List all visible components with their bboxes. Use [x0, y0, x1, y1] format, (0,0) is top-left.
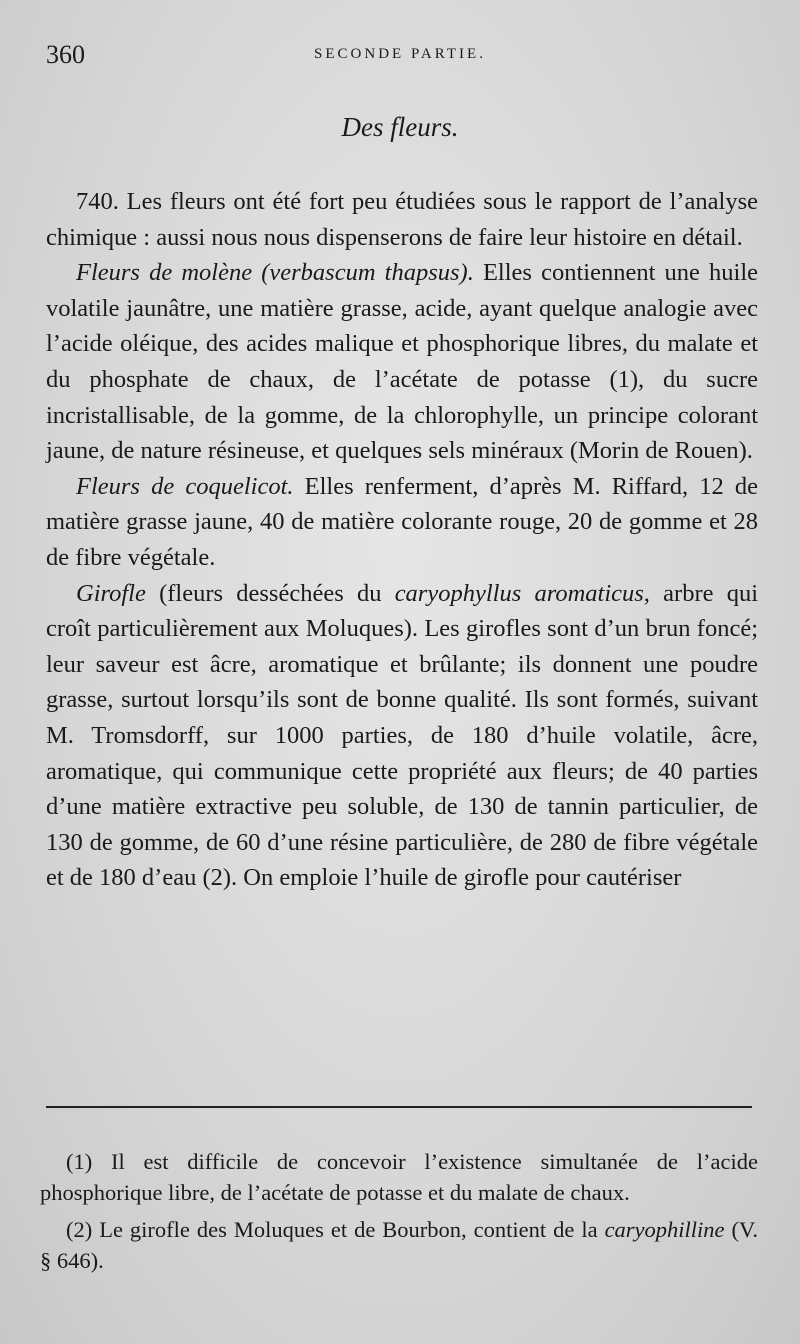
paragraph-molene-title: Fleurs de molène (verbascum thapsus).: [76, 259, 474, 287]
paragraph-girofle-species: caryophyllus aromaticus,: [394, 579, 650, 607]
footnote-2-text-b: (V. § 646).: [40, 1217, 758, 1273]
paragraph-girofle: [46, 576, 758, 896]
paragraph-girofle-title: Girofle: [76, 579, 146, 607]
footnotes: [40, 1146, 758, 1282]
body-text: [46, 184, 758, 896]
footnote-rule: [46, 1106, 752, 1108]
footnote-2-term: caryophilline: [604, 1217, 725, 1242]
paragraph-girofle-text-a: (fleurs desséchées du: [145, 579, 395, 607]
paragraph-740: 740. Les fleurs ont été fort peu étudiées sous le rapport de l’analyse chimique : aussi nous nous dispenserons de faire leur histoire en détail.: [46, 188, 758, 251]
paragraph-girofle-text-b: arbre qui croît particulièrement aux Moluques). Les girofles sont d’un brun foncé; leur saveur est âcre, aromatique et brûlante; ils donnent une poudre grasse, surtout lorsqu’ils sont de bonne qualité. Ils sont formés, suivant M. Tromsdorff, sur 1000 parties, de 180 d’huile volatile, âcre, aromatique, qui communique cette propriété aux fleurs; de 40 parties d’une matière extractive peu soluble, de 130 de tannin particulier, de 130 de gomme, de 60 d’une résine particulière, de 280 de fibre végétale et de 180 d’eau (2). On emploie l’huile de girofle pour cautériser: [46, 579, 759, 892]
running-title: SECONDE PARTIE.: [314, 46, 486, 62]
paragraph-coquelicot-title: Fleurs de coquelicot.: [76, 472, 294, 500]
running-head: [46, 40, 754, 70]
paragraph-coquelicot-text: Elles renferment, d’après M. Riffard, 12 de matière grasse jaune, 40 de matière colorante rouge, 20 de gomme et 28 de fibre végétale.: [46, 472, 759, 571]
paragraph-molene-text: Elles contiennent une huile volatile jaunâtre, une matière grasse, acide, ayant quelque analogie avec l’acide oléique, des acides malique et phosphorique libres, du malate et du phosphate de chaux, de l’acétate de potasse (1), du sucre incristallisable, de la gomme, de la chlorophylle, un principe colorant jaune, de nature résineuse, et quelques sels minéraux (Morin de Rouen).: [46, 259, 758, 465]
paragraph-coquelicot: [46, 469, 758, 576]
section-title: Des fleurs.: [341, 112, 459, 142]
footnote-2-text-a: (2) Le girofle des Moluques et de Bourbon, contient de la: [66, 1217, 605, 1242]
footnote-1: (1) Il est difficile de concevoir l’existence simultanée de l’acide phosphorique libre, de l’acétate de potasse et du malate de chaux.: [40, 1149, 758, 1205]
footnote-2: [40, 1214, 758, 1276]
paragraph-molene: [46, 255, 758, 469]
page-number: 360: [46, 40, 85, 69]
